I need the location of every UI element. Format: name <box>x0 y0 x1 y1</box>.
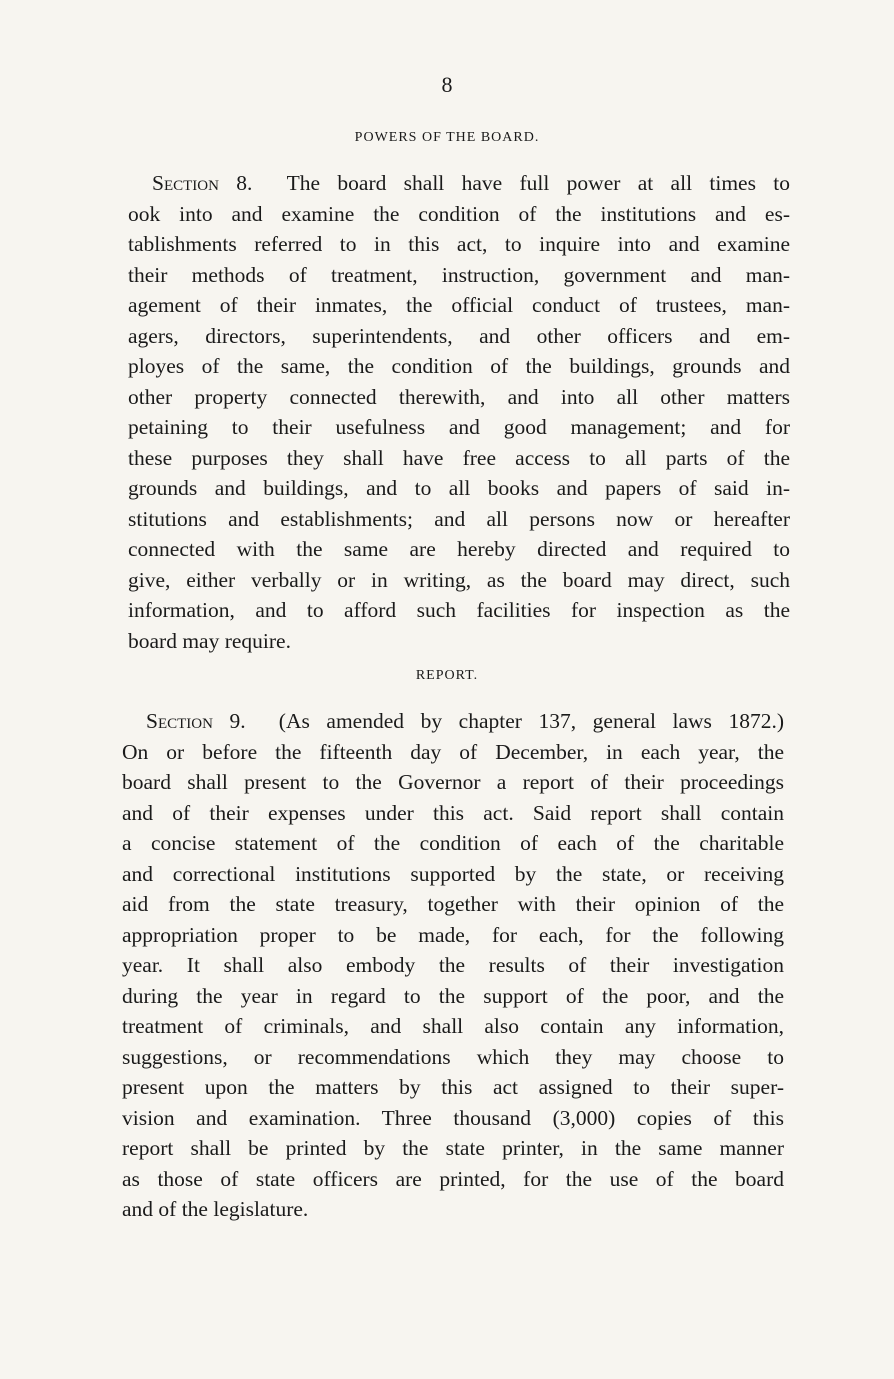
section-8-line: give, either verbally or in writing, as the board may direct, such <box>128 567 790 592</box>
section-9-line: as those of state officers are printed, for the use of the board <box>122 1166 784 1191</box>
section-8-line: connected with the same are hereby directed and required to <box>128 537 790 561</box>
section-8-line: tablishments referred to in this act, to inquire into and examine <box>128 232 790 256</box>
section-heading-powers: POWERS OF THE BOARD. <box>354 130 540 145</box>
section-8-line: Section 8. The board shall have full power at all times to <box>152 171 790 195</box>
section-9-line: treatment of criminals, and shall also contain any information, <box>122 1014 784 1038</box>
section-9-line: board shall present to the Governor a report of their proceedings <box>122 770 784 794</box>
section-8-paragraph <box>128 168 790 656</box>
section-heading-report: REPORT. <box>415 668 479 683</box>
section-9-line: present upon the matters by this act assigned to their super- <box>122 1075 784 1099</box>
section-9-paragraph <box>122 706 784 1225</box>
section-8-line: agement of their inmates, the official conduct of trustees, man- <box>128 293 790 317</box>
section-9-label: Section <box>146 709 213 733</box>
section-8-line: agers, directors, superintendents, and other officers and em- <box>128 323 790 348</box>
section-9-line: during the year in regard to the support of the poor, and the <box>122 983 784 1008</box>
section-9-line: On or before the fifteenth day of December, in each year, the <box>122 739 784 764</box>
section-8-line: these purposes they shall have free access to all parts of the <box>128 445 790 470</box>
section-8-line: ployes of the same, the condition of the buildings, grounds and <box>128 354 790 378</box>
section-9-number: 9. <box>229 709 246 733</box>
section-8-line: ook into and examine the condition of the institutions and es- <box>128 201 790 226</box>
section-9-line: year. It shall also embody the results of their investigation <box>122 953 784 977</box>
section-9-line: appropriation proper to be made, for each, for the following <box>122 922 784 947</box>
section-8-line: board may require. <box>128 628 291 653</box>
section-8-line: other property connected therewith, and into all other matters <box>128 384 790 409</box>
section-8-number: 8. <box>236 171 253 195</box>
section-8-line: information, and to afford such facilities for inspection as the <box>128 598 790 622</box>
section-8-line: stitutions and establishments; and all persons now or hereafter <box>128 506 790 531</box>
section-9-line: and correctional institutions supported by the state, or receiving <box>122 861 784 886</box>
section-8-label: Section <box>152 171 219 195</box>
section-9-line: aid from the state treasury, together with their opinion of the <box>122 892 784 916</box>
section-9-line: Section 9. (As amended by chapter 137, general laws 1872.) <box>146 709 785 733</box>
section-8-line: petaining to their usefulness and good management; and for <box>128 415 790 439</box>
section-9-line: vision and examination. Three thousand (3,000) copies of this <box>122 1105 784 1130</box>
section-9-line: and of the legislature. <box>122 1197 309 1221</box>
section-9-line: a concise statement of the condition of each of the charitable <box>122 831 784 855</box>
section-9-line: suggestions, or recommendations which they may choose to <box>122 1044 784 1069</box>
section-8-line: grounds and buildings, and to all books and papers of said in- <box>128 476 790 500</box>
section-9-line: report shall be printed by the state printer, in the same manner <box>122 1136 784 1160</box>
section-9-line: and of their expenses under this act. Said report shall contain <box>122 800 784 825</box>
section-8-line: their methods of treatment, instruction, government and man- <box>128 262 790 287</box>
page-number: 8 <box>441 72 453 97</box>
